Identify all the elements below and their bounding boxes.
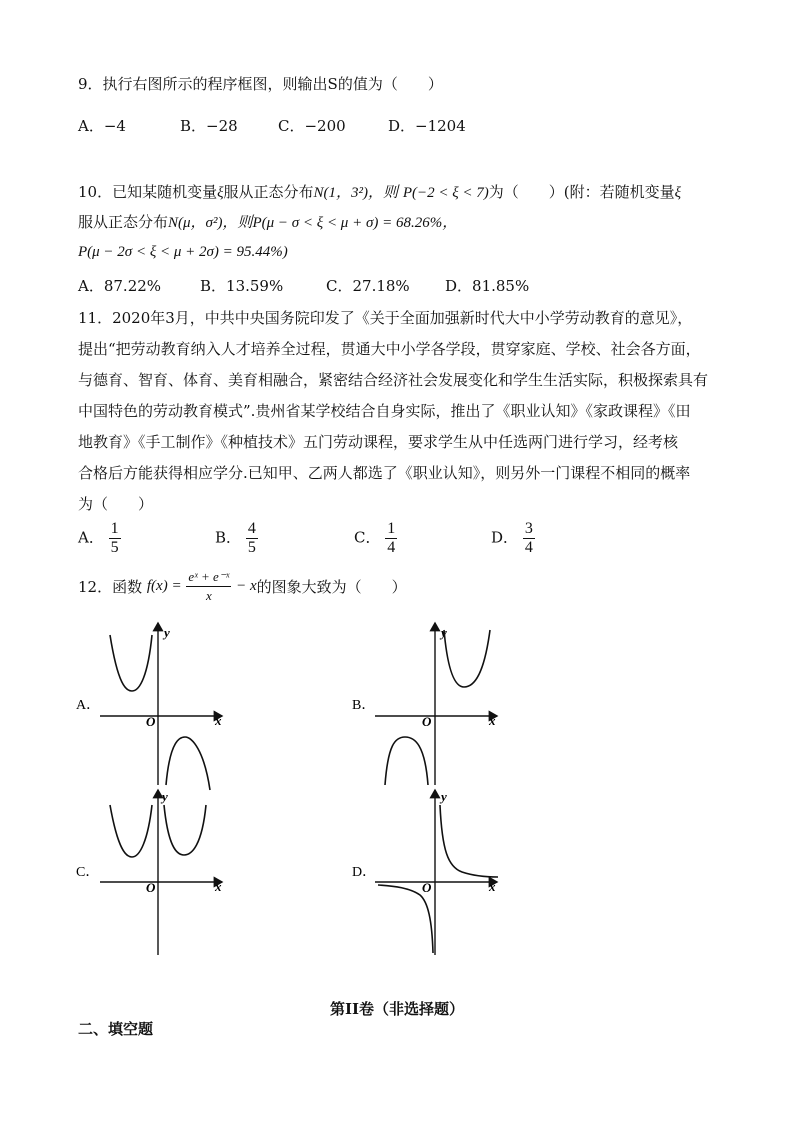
y-label: y: [164, 625, 170, 640]
origin-label: O: [146, 880, 156, 895]
curve-right: [440, 805, 498, 877]
y-label: y: [162, 789, 168, 804]
q12-text: 12．函数: [78, 578, 143, 596]
q10-formula-1: P(μ − σ < ξ < μ + σ) = 68.26%，: [252, 215, 458, 231]
fraction: $\frac{4}{5}$: [247, 520, 256, 556]
x-label: x: [489, 713, 496, 728]
y-label: y: [441, 625, 447, 640]
fraction: $\frac{3}{4}$: [524, 520, 533, 556]
origin-label: O: [422, 880, 432, 895]
fraction: $\frac{1}{4}$: [387, 520, 396, 556]
function-tail: − x: [236, 578, 257, 594]
q10-option-d: D．81.85%: [445, 277, 530, 295]
q10-option-b: B．13.59%: [200, 277, 284, 295]
q9-option-a: A．−4: [78, 117, 126, 135]
q9-option-d: D．−1204: [388, 117, 466, 135]
option-label: C．: [354, 528, 381, 547]
graph-label: A．: [76, 698, 101, 713]
q12-text: 的图象大致为（ ）: [256, 578, 407, 596]
section-title: 第II卷（非选择题）: [329, 1000, 465, 1018]
fraction: $\frac{1}{5}$: [110, 520, 119, 556]
q9-stem: 9．执行右图所示的程序框图，则输出S的值为（ ）: [78, 75, 443, 93]
graph-c: [76, 789, 222, 955]
option-label: A．: [78, 528, 104, 547]
q9-option-c: C．−200: [278, 117, 346, 135]
graph-label: B．: [352, 698, 376, 713]
q9-option-b: B．−28: [180, 117, 238, 135]
curve-left: [110, 635, 152, 691]
x-label: x: [489, 879, 496, 894]
q10-line1: [78, 182, 681, 203]
q12-stem: [78, 568, 407, 605]
option-label: B．: [215, 528, 242, 547]
curve-right: [444, 630, 490, 687]
q11-line: 中国特色的劳动教育模式”.贵州省某学校结合自身实际，推出了《职业认知》《家政课程》《田: [78, 402, 691, 420]
origin-label: O: [146, 714, 156, 729]
x-label: x: [215, 713, 222, 728]
q10-text: 10．已知某随机变量: [78, 183, 218, 201]
q11-line: 11．2020年3月，中共中央国务院印发了《关于全面加强新时代大中小学劳动教育的意见》，: [78, 309, 693, 327]
xi-symbol: ξ: [674, 185, 682, 201]
curve-left: [385, 737, 428, 785]
q11-line: 合格后方能获得相应学分.已知甲、乙两人都选了《职业认知》，则另外一门课程不相同的概率: [78, 464, 691, 482]
y-label: y: [441, 789, 447, 804]
q10-text: 服从正态分布: [223, 183, 314, 201]
graph-a: [76, 623, 222, 790]
function-fraction: $\frac{\text{eˣ + e⁻ˣ}}{x}$: [188, 569, 230, 603]
x-label: x: [215, 879, 222, 894]
curve-right: [166, 737, 210, 790]
graph-d: [352, 789, 498, 955]
q11-line: 为（ ）: [78, 495, 154, 513]
option-label: D．: [491, 528, 519, 547]
q10-option-a: A．87.22%: [78, 277, 162, 295]
section-subtitle: 二、填空题: [78, 1020, 154, 1038]
q10-option-c: C．27.18%: [326, 277, 410, 295]
curve-left: [378, 885, 433, 953]
graph-label: C．: [76, 865, 100, 880]
xi-symbol: ξ: [217, 185, 224, 201]
q11-option-b: [215, 520, 258, 557]
graph-label: D．: [352, 865, 377, 880]
function-name: f(x) =: [146, 578, 182, 594]
q11-option-c: [354, 520, 397, 557]
q12-graphs: [70, 615, 540, 960]
q10-formula-2: P(μ − 2σ < ξ < μ + 2σ) = 95.44%): [78, 244, 288, 260]
q11-option-d: [491, 520, 535, 557]
curve-left: [110, 805, 152, 857]
q10-line2: [78, 212, 457, 233]
q11-line: 提出“把劳动教育纳入人才培养全过程，贯通大中小学各学段，贯穿家庭、学校、社会各方面，: [78, 340, 701, 358]
q10-text: 服从正态分布: [78, 213, 169, 231]
curve-right: [164, 805, 206, 855]
q11-option-a: [78, 520, 121, 557]
q10-text: 为（ ）(附：若随机变量: [488, 183, 675, 201]
q11-line: 与德育、智育、体育、美育相融合，紧密结合经济社会发展变化和学生生活实际，积极探索具有: [78, 371, 709, 389]
q10-prob-expr: P(−2 < ξ < 7): [402, 185, 489, 201]
q11-line: 地教育》《手工制作》《种植技术》五门劳动课程，要求学生从中任选两门进行学习，经考核: [78, 433, 679, 451]
origin-label: O: [422, 714, 432, 729]
q10-dist: N(1，3²)，则: [313, 185, 399, 201]
graph-b: [352, 623, 497, 785]
q10-dist-general: N(μ，σ²)，则: [168, 215, 253, 231]
